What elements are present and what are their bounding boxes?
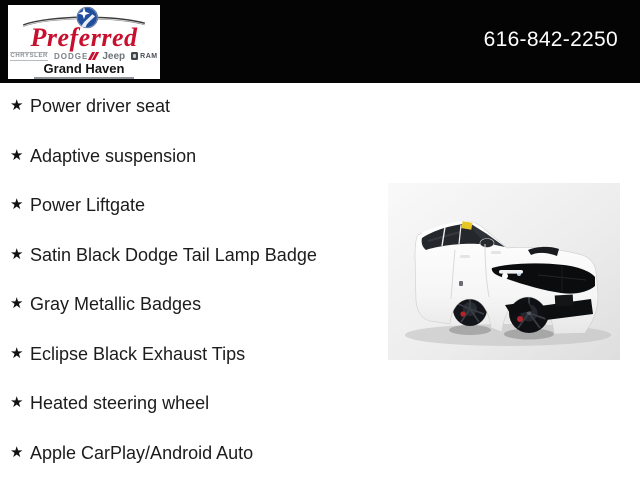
feature-label: Adaptive suspension: [30, 145, 197, 166]
star-icon: ★: [10, 97, 24, 114]
star-icon: ★: [10, 394, 24, 411]
header-bar: [0, 0, 640, 83]
dealer-name: Preferred: [30, 23, 138, 52]
ram-logo: RAM: [131, 52, 157, 60]
star-icon: ★: [10, 196, 24, 213]
feature-item: [10, 443, 317, 464]
dodge-logo: DODGE: [54, 52, 96, 61]
feature-label: Gray Metallic Badges: [30, 294, 202, 314]
dodge-slashes-icon: [90, 52, 96, 60]
feature-label: Eclipse Black Exhaust Tips: [30, 343, 246, 364]
star-icon: ★: [10, 146, 24, 164]
feature-item: [10, 294, 317, 315]
car-image: [388, 183, 620, 360]
feature-item: [10, 393, 317, 414]
feature-item: [10, 344, 317, 365]
chrysler-logo: CHRYSLER: [10, 52, 48, 59]
star-icon: ★: [10, 443, 24, 461]
star-icon: ★: [10, 245, 24, 263]
star-icon: ★: [10, 344, 24, 362]
star-icon: ★: [10, 295, 24, 312]
vehicle-photo: [388, 183, 620, 360]
feature-item: [10, 96, 317, 117]
feature-label: Power Liftgate: [30, 195, 146, 215]
feature-list: [10, 96, 317, 464]
ram-badge-icon: [131, 52, 138, 60]
feature-item: [10, 245, 317, 266]
feature-item: [10, 146, 317, 167]
phone-number: 616-842-2250: [483, 28, 618, 51]
dealer-location: Grand Haven: [34, 62, 135, 79]
brand-logos-row: [10, 51, 157, 61]
feature-item: [10, 195, 317, 216]
feature-label: Satin Black Dodge Tail Lamp Badge: [30, 244, 317, 265]
feature-label: Apple CarPlay/Android Auto: [30, 442, 254, 463]
feature-label: Heated steering wheel: [30, 393, 210, 413]
feature-label: Power driver seat: [30, 96, 171, 116]
dealer-logo: [8, 5, 160, 79]
jeep-logo: Jeep: [102, 50, 126, 62]
